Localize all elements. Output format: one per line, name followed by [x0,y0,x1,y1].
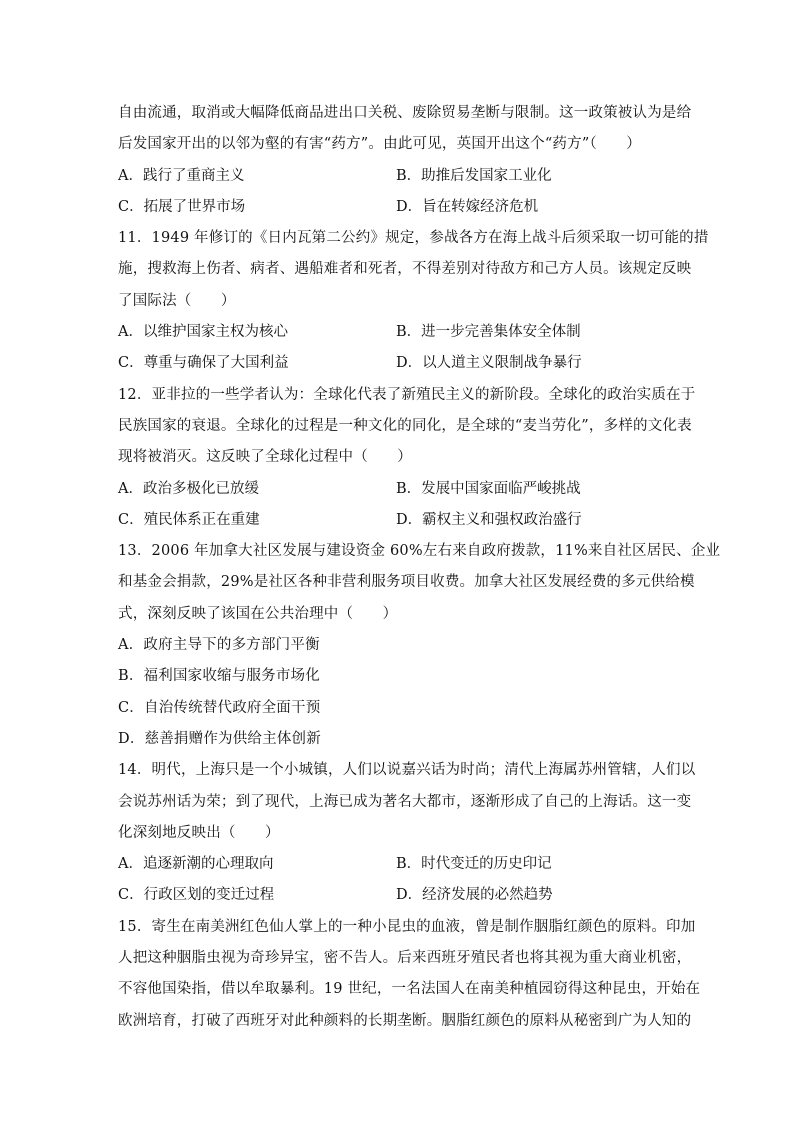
question-stem-line: 12．亚非拉的一些学者认为：全球化代表了新殖民主义的新阶段。全球化的政治实质在于 [118,386,696,403]
option-d: D．霸权主义和强权政治盛行 [396,511,582,528]
exam-content [118,98,721,1037]
options-row [118,474,678,505]
question-stem-line: 不容他国染指，借以牟取暴利。19 世纪，一名法国人在南美种植园窃得这种昆虫，开始在 [118,981,701,998]
option-b: B．进一步完善集体安全体制 [396,324,581,341]
option-b: B．时代变迁的历史印记 [396,856,552,873]
option-a: A．以维护国家主权为核心 [118,324,288,341]
option-c: C．尊重与确保了大国利益 [118,355,289,372]
option-a: A．践行了重商主义 [118,167,245,184]
options-row [118,880,678,911]
options-row [118,317,678,348]
question-11 [118,223,709,379]
options-row [118,348,678,379]
question-stem-line: 施，搜救海上伤者、病者、遇船难者和死者，不得差别对待敌方和己方人员。该规定反映 [118,261,692,278]
option-a: A．追逐新潮的心理取向 [118,856,274,873]
question-14 [118,755,696,911]
option-a: A．政府主导下的多方部门平衡 [118,637,320,654]
question-12 [118,380,696,536]
option-d: D．旨在转嫁经济危机 [396,198,539,215]
option-b: B．福利国家收缩与服务市场化 [118,668,320,685]
question-stem-line: 14．明代，上海只是一个小城镇，人们以说嘉兴话为时尚；清代上海属苏州管辖，人们以 [118,762,696,779]
option-b: B．助推后发国家工业化 [396,167,552,184]
question-10-continued [118,98,692,223]
option-c: C．拓展了世界市场 [118,198,246,215]
question-13 [118,536,721,755]
option-c: C．行政区划的变迁过程 [118,887,275,904]
question-stem-line: 化深刻地反映出（ ） [118,824,280,841]
options-row [118,849,678,880]
option-a: A．政治多极化已放缓 [118,480,259,497]
question-stem-line: 13．2006 年加拿大社区发展与建设资金 60%左右来自政府拨款，11%来自社区居民、企业 [118,543,721,560]
question-15 [118,912,701,1037]
options-row [118,192,678,223]
option-c: C．自治传统替代政府全面干预 [118,699,321,716]
question-stem-line: 式，深刻反映了该国在公共治理中（ ） [118,605,398,622]
options-row [118,505,678,536]
question-stem-line: 欧洲培育，打破了西班牙对此种颜料的长期垄断。胭脂红颜色的原料从秘密到广为人知的 [118,1012,692,1029]
question-stem-line: 后发国家开出的以邻为壑的有害“药方”。由此可见，英国开出这个“药方”（ ） [118,136,641,153]
option-d: D．慈善捐赠作为供给主体创新 [118,730,321,747]
question-stem-line: 15．寄生在南美洲红色仙人掌上的一种小昆虫的血液，曾是制作胭脂红颜色的原料。印加 [118,918,696,935]
question-stem-line: 会说苏州话为荣；到了现代，上海已成为著名大都市，逐渐形成了自己的上海话。这一变 [118,793,692,810]
option-c: C．殖民体系正在重建 [118,511,260,528]
options-row [118,161,678,192]
option-d: D．以人道主义限制战争暴行 [396,355,582,372]
question-stem-line: 民族国家的衰退。全球化的过程是一种文化的同化，是全球的“麦当劳化”，多样的文化表 [118,417,692,434]
option-d: D．经济发展的必然趋势 [396,887,553,904]
option-b: B．发展中国家面临严峻挑战 [396,480,581,497]
question-stem-line: 11．1949 年修订的《日内瓦第二公约》规定，参战各方在海上战斗后须采取一切可能的措 [118,230,709,247]
question-stem-line: 人把这种胭脂虫视为奇珍异宝，密不告人。后来西班牙殖民者也将其视为重大商业机密， [118,950,692,967]
question-stem-line: 了国际法（ ） [118,292,236,309]
question-stem-line: 自由流通，取消或大幅降低商品进出口关税、废除贸易垄断与限制。这一政策被认为是给 [118,105,692,121]
question-stem-line: 和基金会捐款，29%是社区各种非营利服务项目收费。加拿大社区发展经费的多元供给模 [118,574,695,591]
question-stem-line: 现将被消灭。这反映了全球化过程中（ ） [118,449,412,466]
